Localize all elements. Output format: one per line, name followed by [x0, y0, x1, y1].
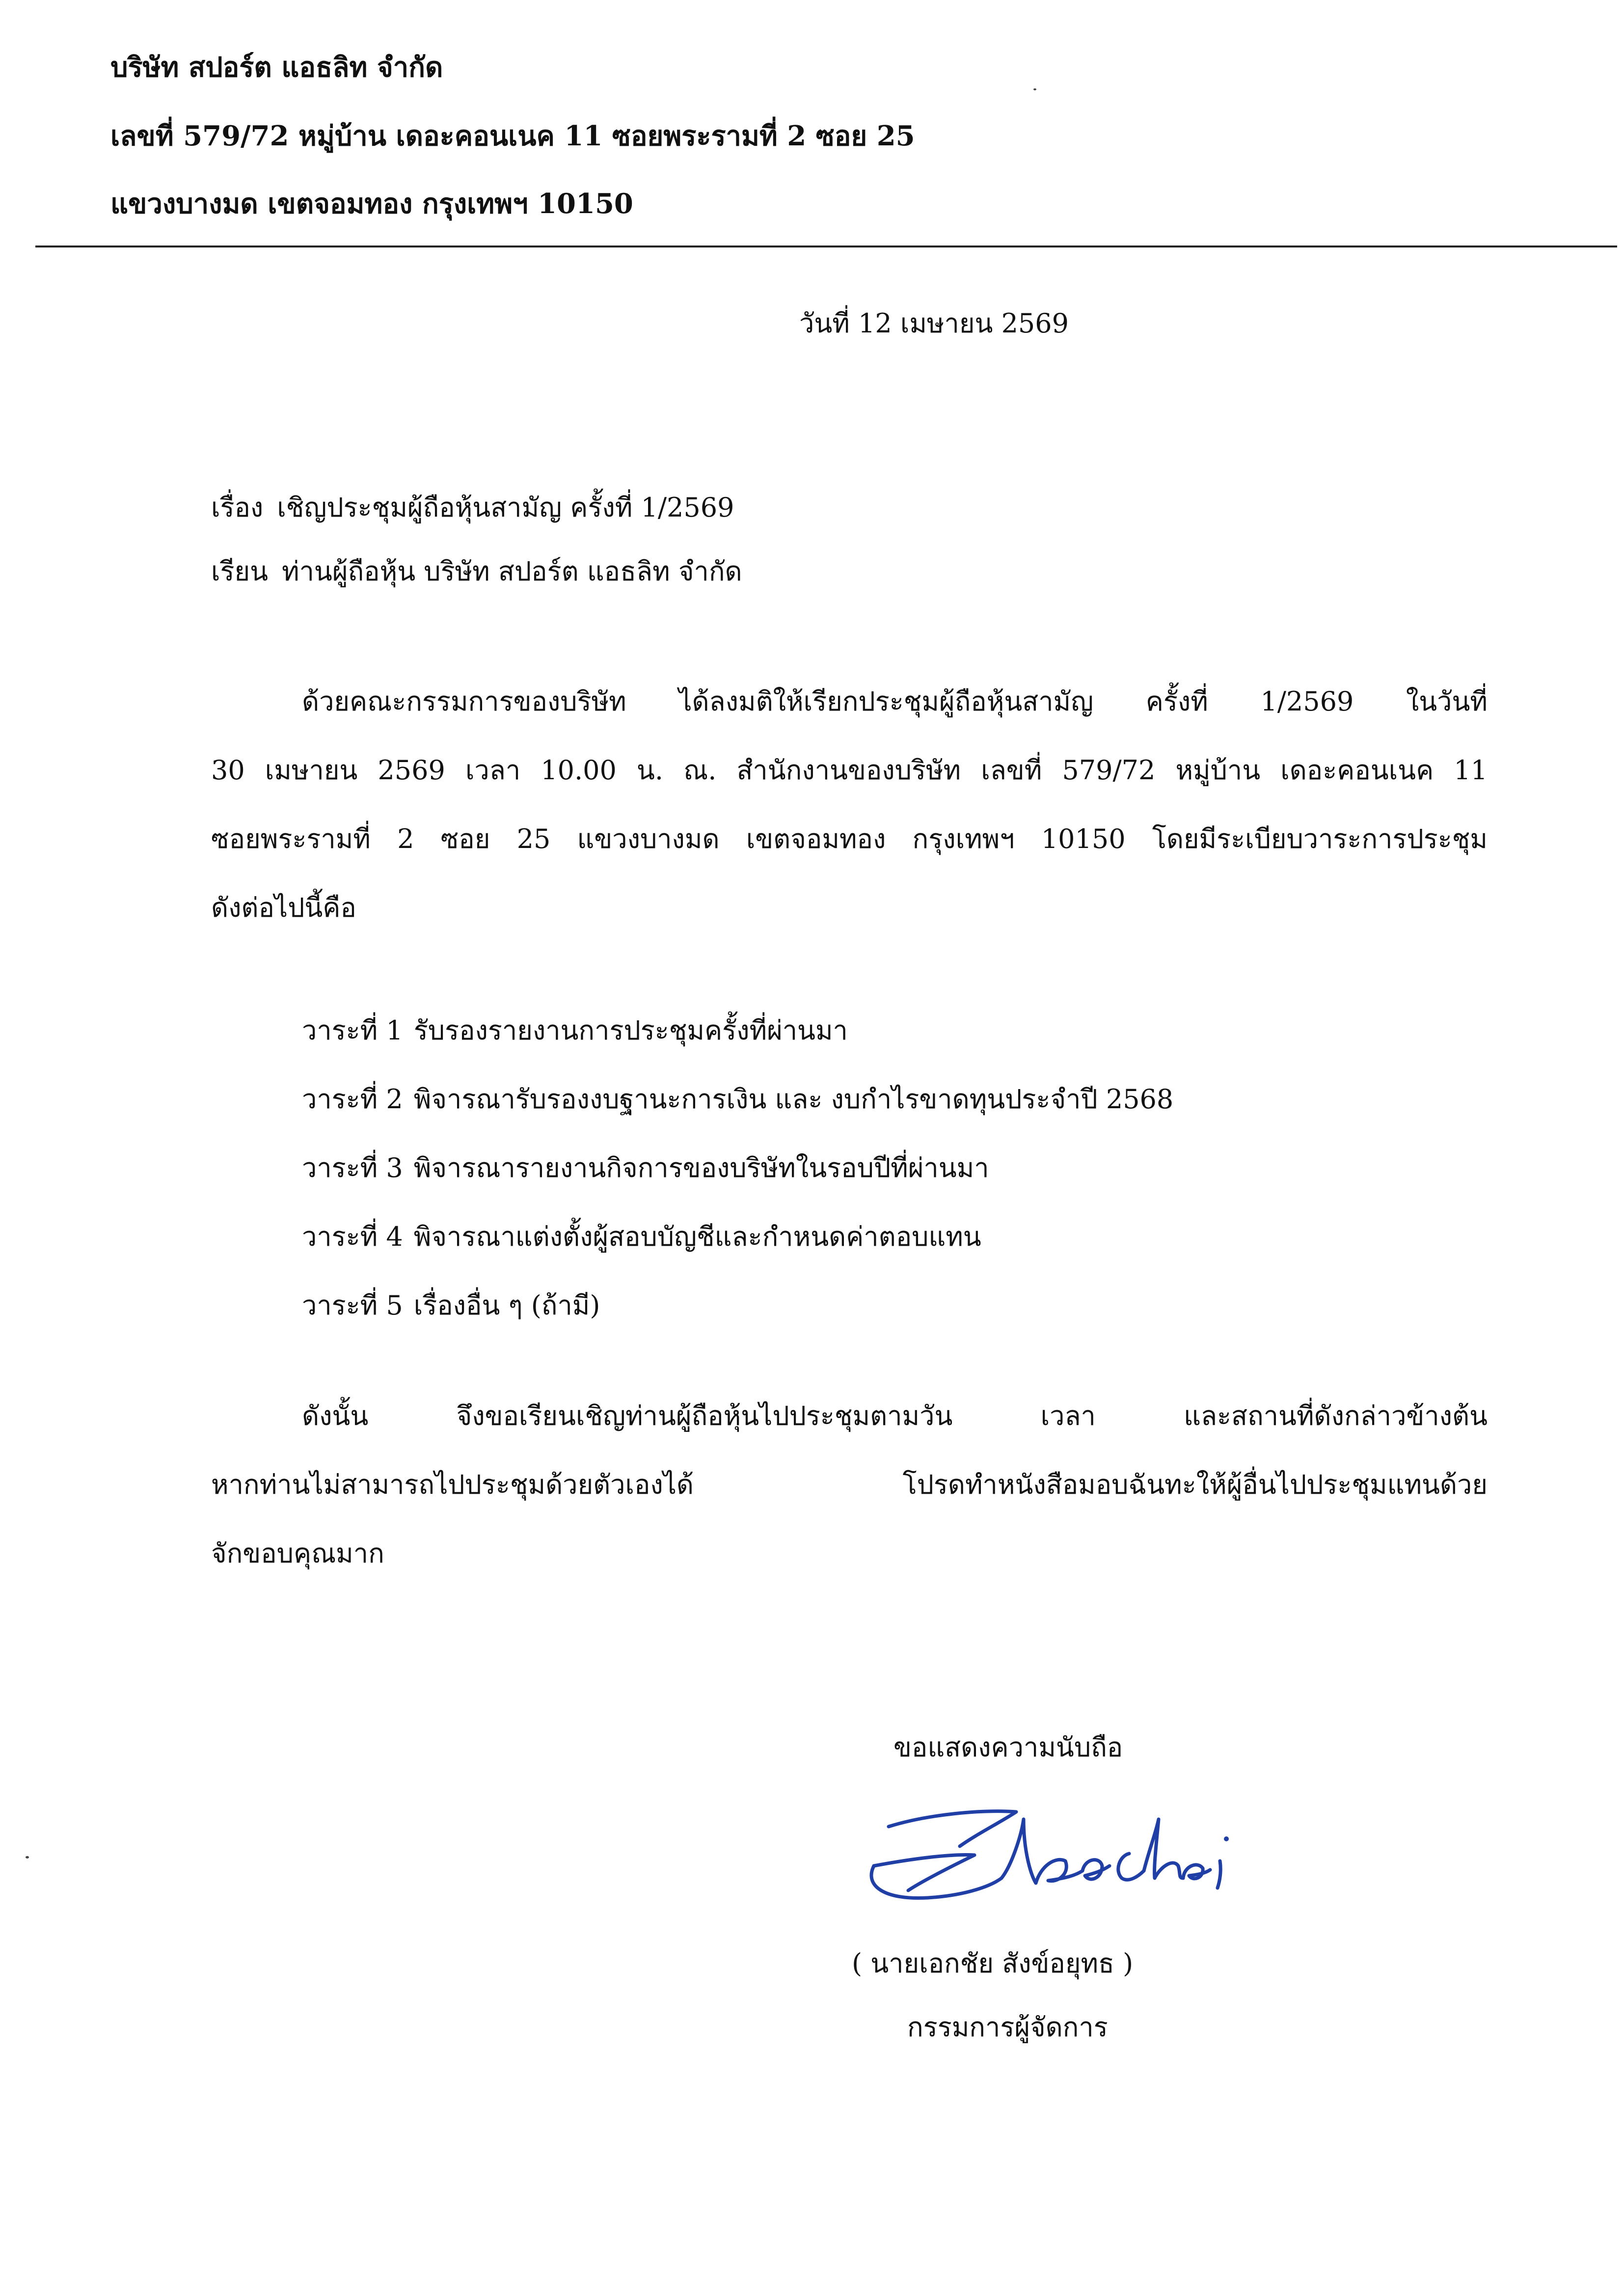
agenda-item — [302, 1284, 1173, 1353]
agenda-item-text: เรื่องอื่น ๆ (ถ้ามี) — [413, 1290, 600, 1321]
paragraph-line: หากท่านไม่สามารถไปประชุมด้วยตัวเองได้ โปรดทำหนังสือมอบฉันทะให้ผู้อื่นไปประชุมแทนด้วย — [211, 1469, 1488, 1500]
agenda-item-label: วาระที่ 3 — [302, 1152, 403, 1183]
paragraph-line: 30 เมษายน 2569 เวลา 10.00 น. ณ. สำนักงานของบริษัท เลขที่ 579/72 หมู่บ้าน เดอะคอนเนค 11 — [211, 755, 1488, 786]
subject-text: เชิญประชุมผู้ถือหุ้นสามัญ ครั้งที่ 1/2569 — [277, 492, 734, 523]
agenda-item-text: พิจารณาแต่งตั้งผู้สอบบัญชีและกำหนดค่าตอบแทน — [413, 1221, 981, 1252]
scan-speck — [1033, 88, 1036, 90]
recipient-line — [211, 550, 742, 592]
signature-strokes — [871, 1811, 1229, 1898]
subject-label: เรื่อง — [211, 492, 264, 523]
paragraph-line: จักขอบคุณมาก — [211, 1538, 384, 1569]
paragraph-line: ด้วยคณะกรรมการของบริษัท ได้ลงมติให้เรียกประชุมผู้ถือหุ้นสามัญ ครั้งที่ 1/2569 ในวันที่ — [302, 686, 1488, 717]
paragraph-line: ดังต่อไปนี้คือ — [211, 892, 356, 923]
body-paragraph-2 — [211, 1394, 1488, 1601]
closing-salutation: ขอแสดงความนับถือ — [893, 1732, 1123, 1763]
agenda-item — [302, 1215, 1173, 1284]
company-name: บริษัท สปอร์ต แอธลิท จำกัด — [110, 51, 443, 83]
paragraph-line: ดังนั้น จึงขอเรียนเชิญท่านผู้ถือหุ้นไปประชุมตามวัน เวลา และสถานที่ดังกล่าวข้างต้น — [302, 1400, 1488, 1431]
agenda-item-label: วาระที่ 4 — [302, 1221, 403, 1252]
agenda-item-label: วาระที่ 2 — [302, 1084, 403, 1115]
letter-date: วันที่ 12 เมษายน 2569 — [799, 308, 1069, 339]
header-divider — [35, 246, 1617, 247]
company-address-line-1: เลขที่ 579/72 หมู่บ้าน เดอะคอนเนค 11 ซอยพระรามที่ 2 ซอย 25 — [110, 120, 915, 152]
agenda-item-text: รับรองรายงานการประชุมครั้งที่ผ่านมา — [413, 1015, 848, 1046]
agenda-item-text: พิจารณารับรองงบฐานะการเงิน และ งบกำไรขาดทุนประจำปี 2568 — [413, 1084, 1174, 1115]
agenda-item-label: วาระที่ 5 — [302, 1290, 403, 1321]
agenda-item — [302, 1009, 1173, 1078]
body-paragraph-1 — [211, 680, 1488, 955]
paragraph-line: ซอยพระรามที่ 2 ซอย 25 แขวงบางมด เขตจอมทอง กรุงเทพฯ 10150 โดยมีระเบียบวาระการประชุม — [211, 823, 1488, 854]
agenda-item — [302, 1078, 1173, 1147]
agenda-item — [302, 1147, 1173, 1215]
subject-line — [211, 486, 734, 528]
recipient-text: ท่านผู้ถือหุ้น บริษัท สปอร์ต แอธลิท จำกัด — [282, 556, 742, 587]
agenda-item-label: วาระที่ 1 — [302, 1015, 403, 1046]
recipient-label: เรียน — [211, 556, 269, 587]
company-address-line-2: แขวงบางมด เขตจอมทอง กรุงเทพฯ 10150 — [110, 188, 633, 220]
agenda-list — [302, 1009, 1173, 1353]
signature — [854, 1792, 1257, 1940]
scan-speck — [26, 1856, 29, 1859]
signatory-position: กรรมการผู้จัดการ — [907, 2012, 1108, 2043]
agenda-item-text: พิจารณารายงานกิจการของบริษัทในรอบปีที่ผ่านมา — [413, 1152, 989, 1183]
signatory-name: ( นายเอกชัย สังข์อยุทธ ) — [852, 1948, 1134, 1979]
